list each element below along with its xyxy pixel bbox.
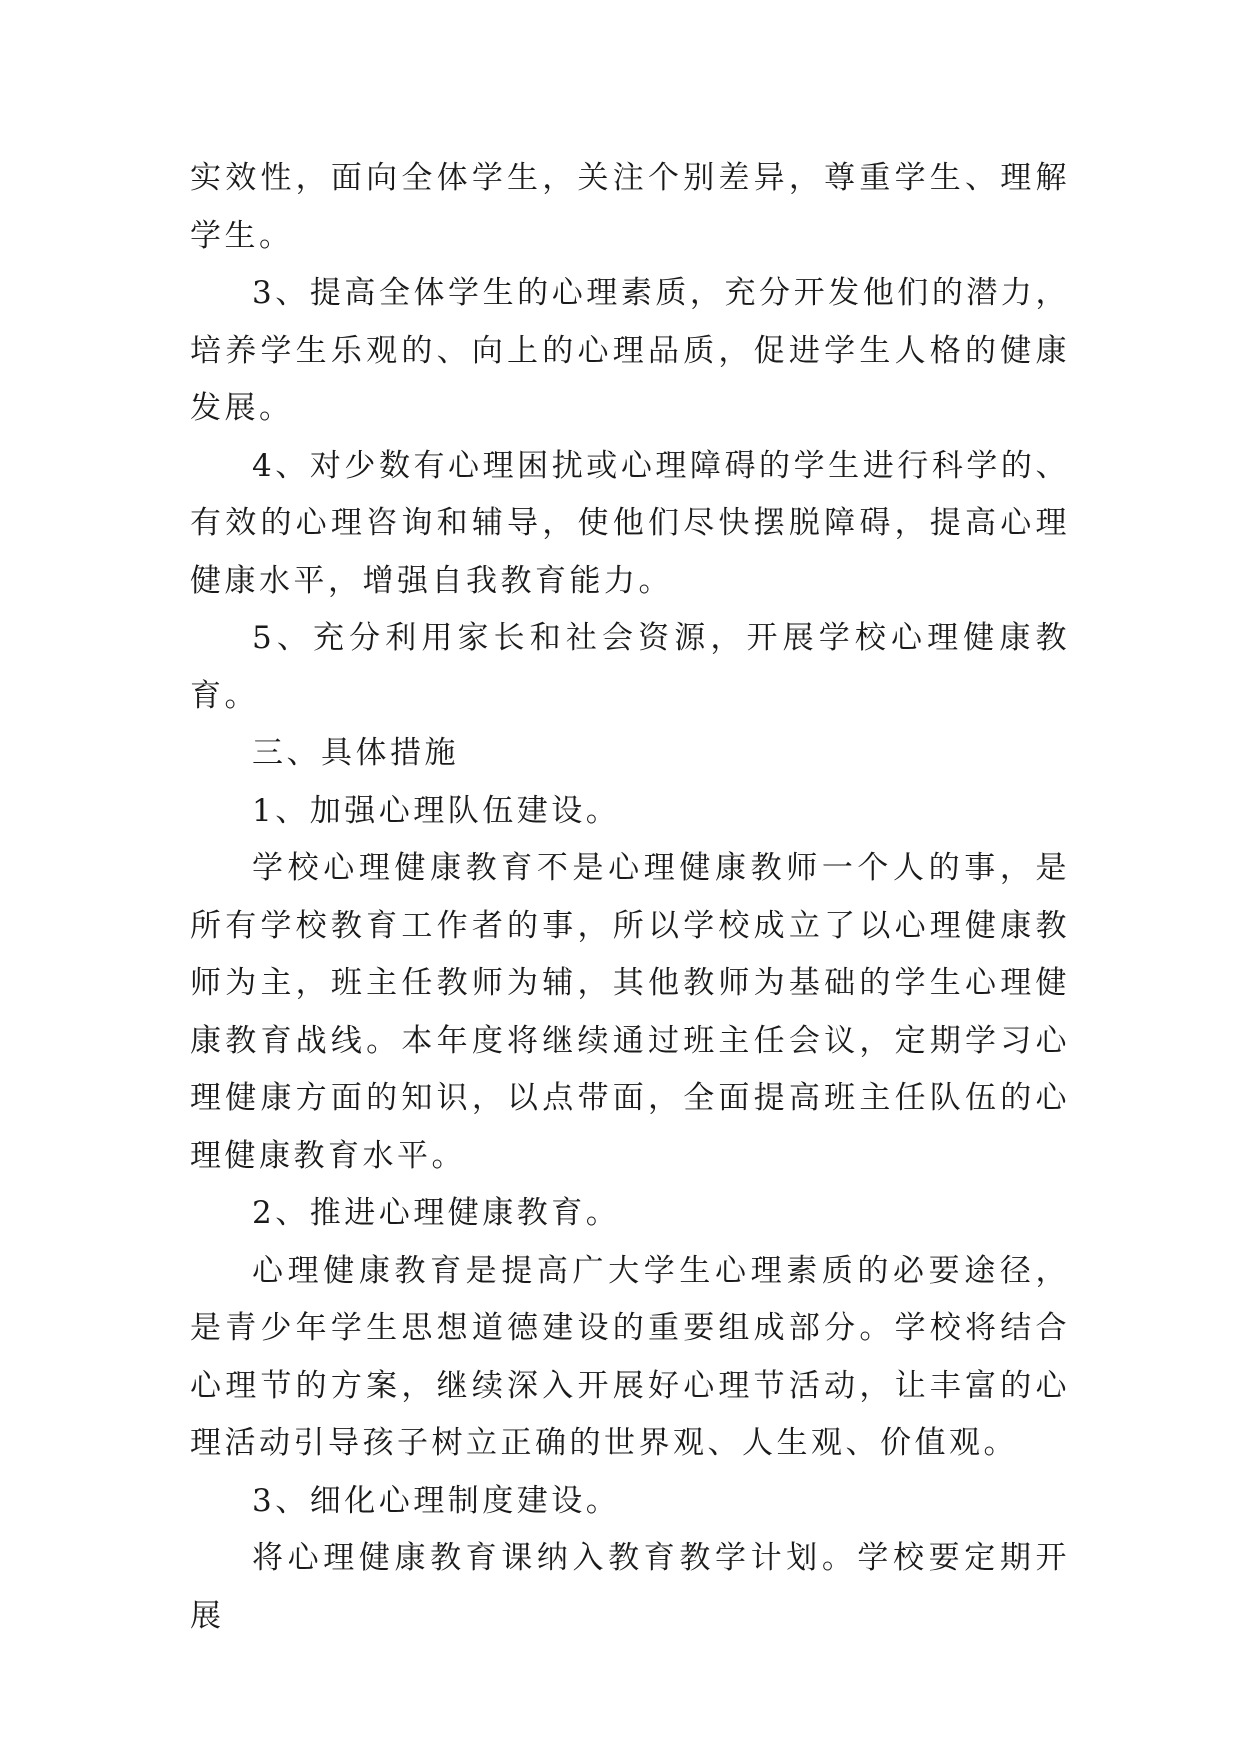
section-heading: 三、具体措施 <box>252 735 459 771</box>
subheading: 3、细化心理制度建设。 <box>252 1482 621 1519</box>
subheading: 2、推进心理健康教育。 <box>252 1195 621 1231</box>
paragraph: 学校心理健康教育不是心理健康教师一个人的事，是所有学校教育工作者的事，所以学校成立了以心理健康教师为主，班主任教师为辅，其他教师为基础的学生心理健康教育战线。本年度将继续通过班主任会议，定期学习心理健康方面的知识，以点带面，全面提高班主任队伍的心理健康教育水平。 <box>190 850 1070 1174</box>
subheading: 1、加强心理队伍建设。 <box>252 792 621 829</box>
document-page <box>190 150 1070 1645</box>
paragraph: 3、提高全体学生的心理素质，充分开发他们的潜力，培养学生乐观的、向上的心理品质，促进学生人格的健康发展。 <box>190 275 1070 426</box>
paragraph: 将心理健康教育课纳入教育教学计划。学校要定期开展 <box>190 1540 1070 1634</box>
paragraph: 5、充分利用家长和社会资源，开展学校心理健康教育。 <box>190 620 1070 714</box>
paragraph: 实效性，面向全体学生，关注个别差异，尊重学生、理解学生。 <box>190 160 1070 254</box>
paragraph: 心理健康教育是提高广大学生心理素质的必要途径，是青少年学生思想道德建设的重要组成部分。学校将结合心理节的方案，继续深入开展好心理节活动，让丰富的心理活动引导孩子树立正确的世界观、人生观、价值观。 <box>190 1252 1070 1461</box>
paragraph: 4、对少数有心理困扰或心理障碍的学生进行科学的、有效的心理咨询和辅导，使他们尽快摆脱障碍，提高心理健康水平，增强自我教育能力。 <box>190 447 1070 599</box>
